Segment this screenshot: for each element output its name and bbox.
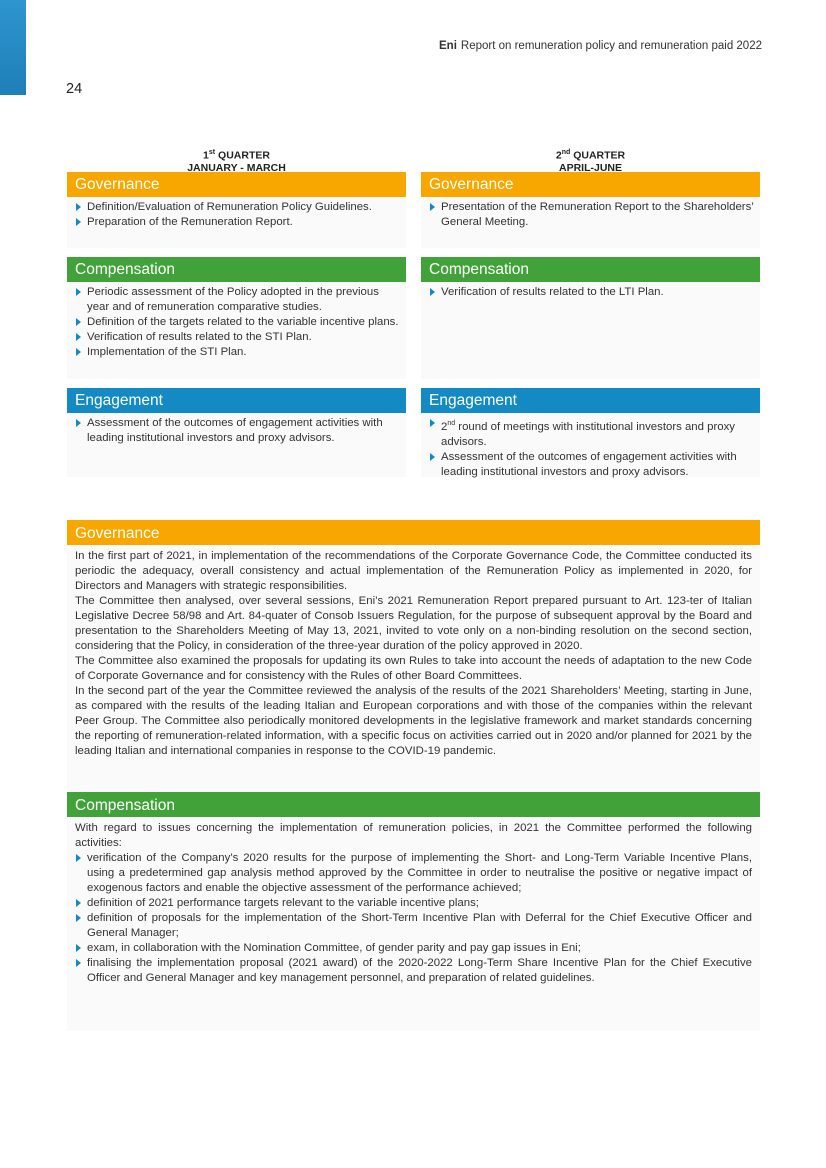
quarter-2-column bbox=[421, 147, 760, 486]
list-item: Preparation of the Remuneration Report. bbox=[75, 215, 402, 230]
list-item: Implementation of the STI Plan. bbox=[75, 345, 402, 360]
quarter-2-ordinal-suffix: nd bbox=[561, 149, 571, 156]
compensation-intro: With regard to issues concerning the implementation of remuneration policies, in 2021 the Committee performed the following activities: bbox=[75, 822, 752, 849]
q1-engagement-section bbox=[67, 388, 406, 477]
compensation-section-title: Compensation bbox=[67, 792, 760, 817]
q1-governance-title: Governance bbox=[67, 172, 406, 197]
compensation-activity-list bbox=[75, 851, 752, 986]
quarter-2-label: QUARTER bbox=[573, 149, 626, 162]
list-item: exam, in collaboration with the Nomination Committee, of gender parity and pay gap issues in Eni; bbox=[75, 941, 752, 956]
bullet-arrow-icon bbox=[76, 288, 81, 296]
bullet-arrow-icon bbox=[76, 203, 81, 211]
q2-governance-title: Governance bbox=[421, 172, 760, 197]
quarter-1-ordinal-suffix: st bbox=[208, 149, 216, 156]
bullet-arrow-icon bbox=[430, 288, 435, 296]
compensation-section-body bbox=[67, 817, 760, 1031]
quarter-2-ordinal: 2 bbox=[555, 149, 562, 162]
quarter-1-column bbox=[67, 147, 406, 486]
running-header bbox=[439, 40, 762, 52]
q1-governance-section bbox=[67, 172, 406, 248]
header-brand: Eni bbox=[439, 40, 457, 52]
governance-paragraph: In the second part of the year the Committee reviewed the analysis of the results of the 2021 Shareholders’ Meeting, starting in June, as compared with the results of the leading Italian and European corporations and with those of the companies within the relevant Peer Group. The Committee also periodically monitored developments in the legislative framework and market standards concerning the reporting of remuneration-related information, with a specific focus on activities carried out in 2020 and/or planned for 2021 by the leading Italian and international companies in response to the COVID-19 pandemic. bbox=[75, 685, 752, 757]
list-item: finalising the implementation proposal (2021 award) of the 2020-2022 Long-Term Share Incentive Plan for the Chief Executive Officer and General Manager and key management personnel, and preparation of related guidelines. bbox=[75, 956, 752, 986]
q2-governance-section bbox=[421, 172, 760, 248]
compensation-section bbox=[67, 792, 760, 1031]
q2-governance-list bbox=[429, 200, 756, 230]
list-item: Definition/Evaluation of Remuneration Policy Guidelines. bbox=[75, 200, 402, 215]
q2-compensation-list bbox=[429, 285, 756, 300]
list-item: definition of proposals for the implementation of the Short-Term Incentive Plan with Deferral for the Chief Executive Officer and General Manager; bbox=[75, 911, 752, 941]
governance-section-title: Governance bbox=[67, 520, 760, 545]
bullet-arrow-icon bbox=[76, 944, 81, 952]
q2-compensation-title: Compensation bbox=[421, 257, 760, 282]
quarter-1-ordinal: 1 bbox=[203, 149, 209, 162]
quarter-1-label: QUARTER bbox=[218, 149, 270, 162]
list-item: Verification of results related to the STI Plan. bbox=[75, 330, 402, 345]
bullet-arrow-icon bbox=[430, 203, 435, 211]
q1-compensation-section bbox=[67, 257, 406, 379]
list-item: Definition of the targets related to the variable incentive plans. bbox=[75, 315, 402, 330]
list-item: verification of the Company’s 2020 results for the purpose of implementing the Short- and Long-Term Variable Incentive Plans, using a predetermined gap analysis method approved by the Committee in order to neutralise the positive or negative impact of exogenous factors and enable the objective assessment of the performance achieved; bbox=[75, 851, 752, 896]
list-item: definition of 2021 performance targets relevant to the variable incentive plans; bbox=[75, 896, 752, 911]
q1-compensation-list bbox=[75, 285, 402, 360]
governance-paragraph: The Committee then analysed, over several sessions, Eni’s 2021 Remuneration Report prepared pursuant to Art. 123-ter of Italian Legislative Decree 58/98 and Art. 84-quater of Consob Issuers Regulation, for the purpose of subsequent approval by the Board and presentation to the Shareholders Meeting of May 13, 2021, invited to vote only on a non-binding resolution on the second section, considering that the Policy, in consideration of the three-year duration of the policy approved in 2020. bbox=[75, 595, 752, 652]
governance-section-body bbox=[67, 545, 760, 793]
quarter-2-heading bbox=[421, 147, 760, 172]
list-item: Presentation of the Remuneration Report to the Shareholders’ General Meeting. bbox=[429, 200, 756, 230]
q1-engagement-list bbox=[75, 416, 402, 446]
bullet-arrow-icon bbox=[76, 419, 81, 427]
bullet-arrow-icon bbox=[76, 959, 81, 967]
quarter-1-months: JANUARY - MARCH bbox=[187, 161, 286, 174]
governance-section bbox=[67, 520, 760, 793]
q2-engagement-section bbox=[421, 388, 760, 477]
bullet-arrow-icon bbox=[76, 914, 81, 922]
q1-governance-list bbox=[75, 200, 402, 230]
page-number: 24 bbox=[66, 81, 83, 97]
list-item: Verification of results related to the LTI Plan. bbox=[429, 285, 756, 300]
list-item: Assessment of the outcomes of engagement activities with leading institutional investors and proxy advisors. bbox=[429, 450, 756, 480]
bullet-arrow-icon bbox=[76, 899, 81, 907]
bullet-arrow-icon bbox=[76, 333, 81, 341]
bullet-arrow-icon bbox=[76, 318, 81, 326]
q2-engagement-title: Engagement bbox=[421, 388, 760, 413]
bullet-arrow-icon bbox=[430, 453, 435, 461]
governance-paragraph: In the first part of 2021, in implementation of the recommendations of the Corporate Governance Code, the Committee conducted its periodic the adequacy, overall consistency and actual implementation of the Remuneration Policy as implemented in 2020, for Directors and Managers with strategic responsibilities. bbox=[75, 550, 752, 592]
q1-engagement-title: Engagement bbox=[67, 388, 406, 413]
list-item: Assessment of the outcomes of engagement activities with leading institutional investors and proxy advisors. bbox=[75, 416, 402, 446]
bullet-arrow-icon bbox=[76, 854, 81, 862]
bullet-arrow-icon bbox=[76, 348, 81, 356]
q2-compensation-section bbox=[421, 257, 760, 379]
governance-paragraph: The Committee also examined the proposals for updating its own Rules to take into account the needs of adaptation to the new Code of Corporate Governance and for consistency with the Rules of other Board Committees. bbox=[75, 655, 752, 682]
quarter-1-heading bbox=[67, 147, 406, 172]
list-item: Periodic assessment of the Policy adopted in the previous year and of remuneration comparative studies. bbox=[75, 285, 402, 315]
q2-engagement-list bbox=[429, 416, 756, 480]
q1-compensation-title: Compensation bbox=[67, 257, 406, 282]
bullet-arrow-icon bbox=[76, 218, 81, 226]
bullet-arrow-icon bbox=[430, 419, 435, 427]
quarter-2-months: APRIL-JUNE bbox=[558, 161, 622, 174]
list-item: 2nd round of meetings with institutional investors and proxy advisors. bbox=[429, 416, 756, 450]
header-title: Report on remuneration policy and remuneration paid 2022 bbox=[460, 40, 762, 52]
corner-color-tab bbox=[0, 0, 26, 95]
